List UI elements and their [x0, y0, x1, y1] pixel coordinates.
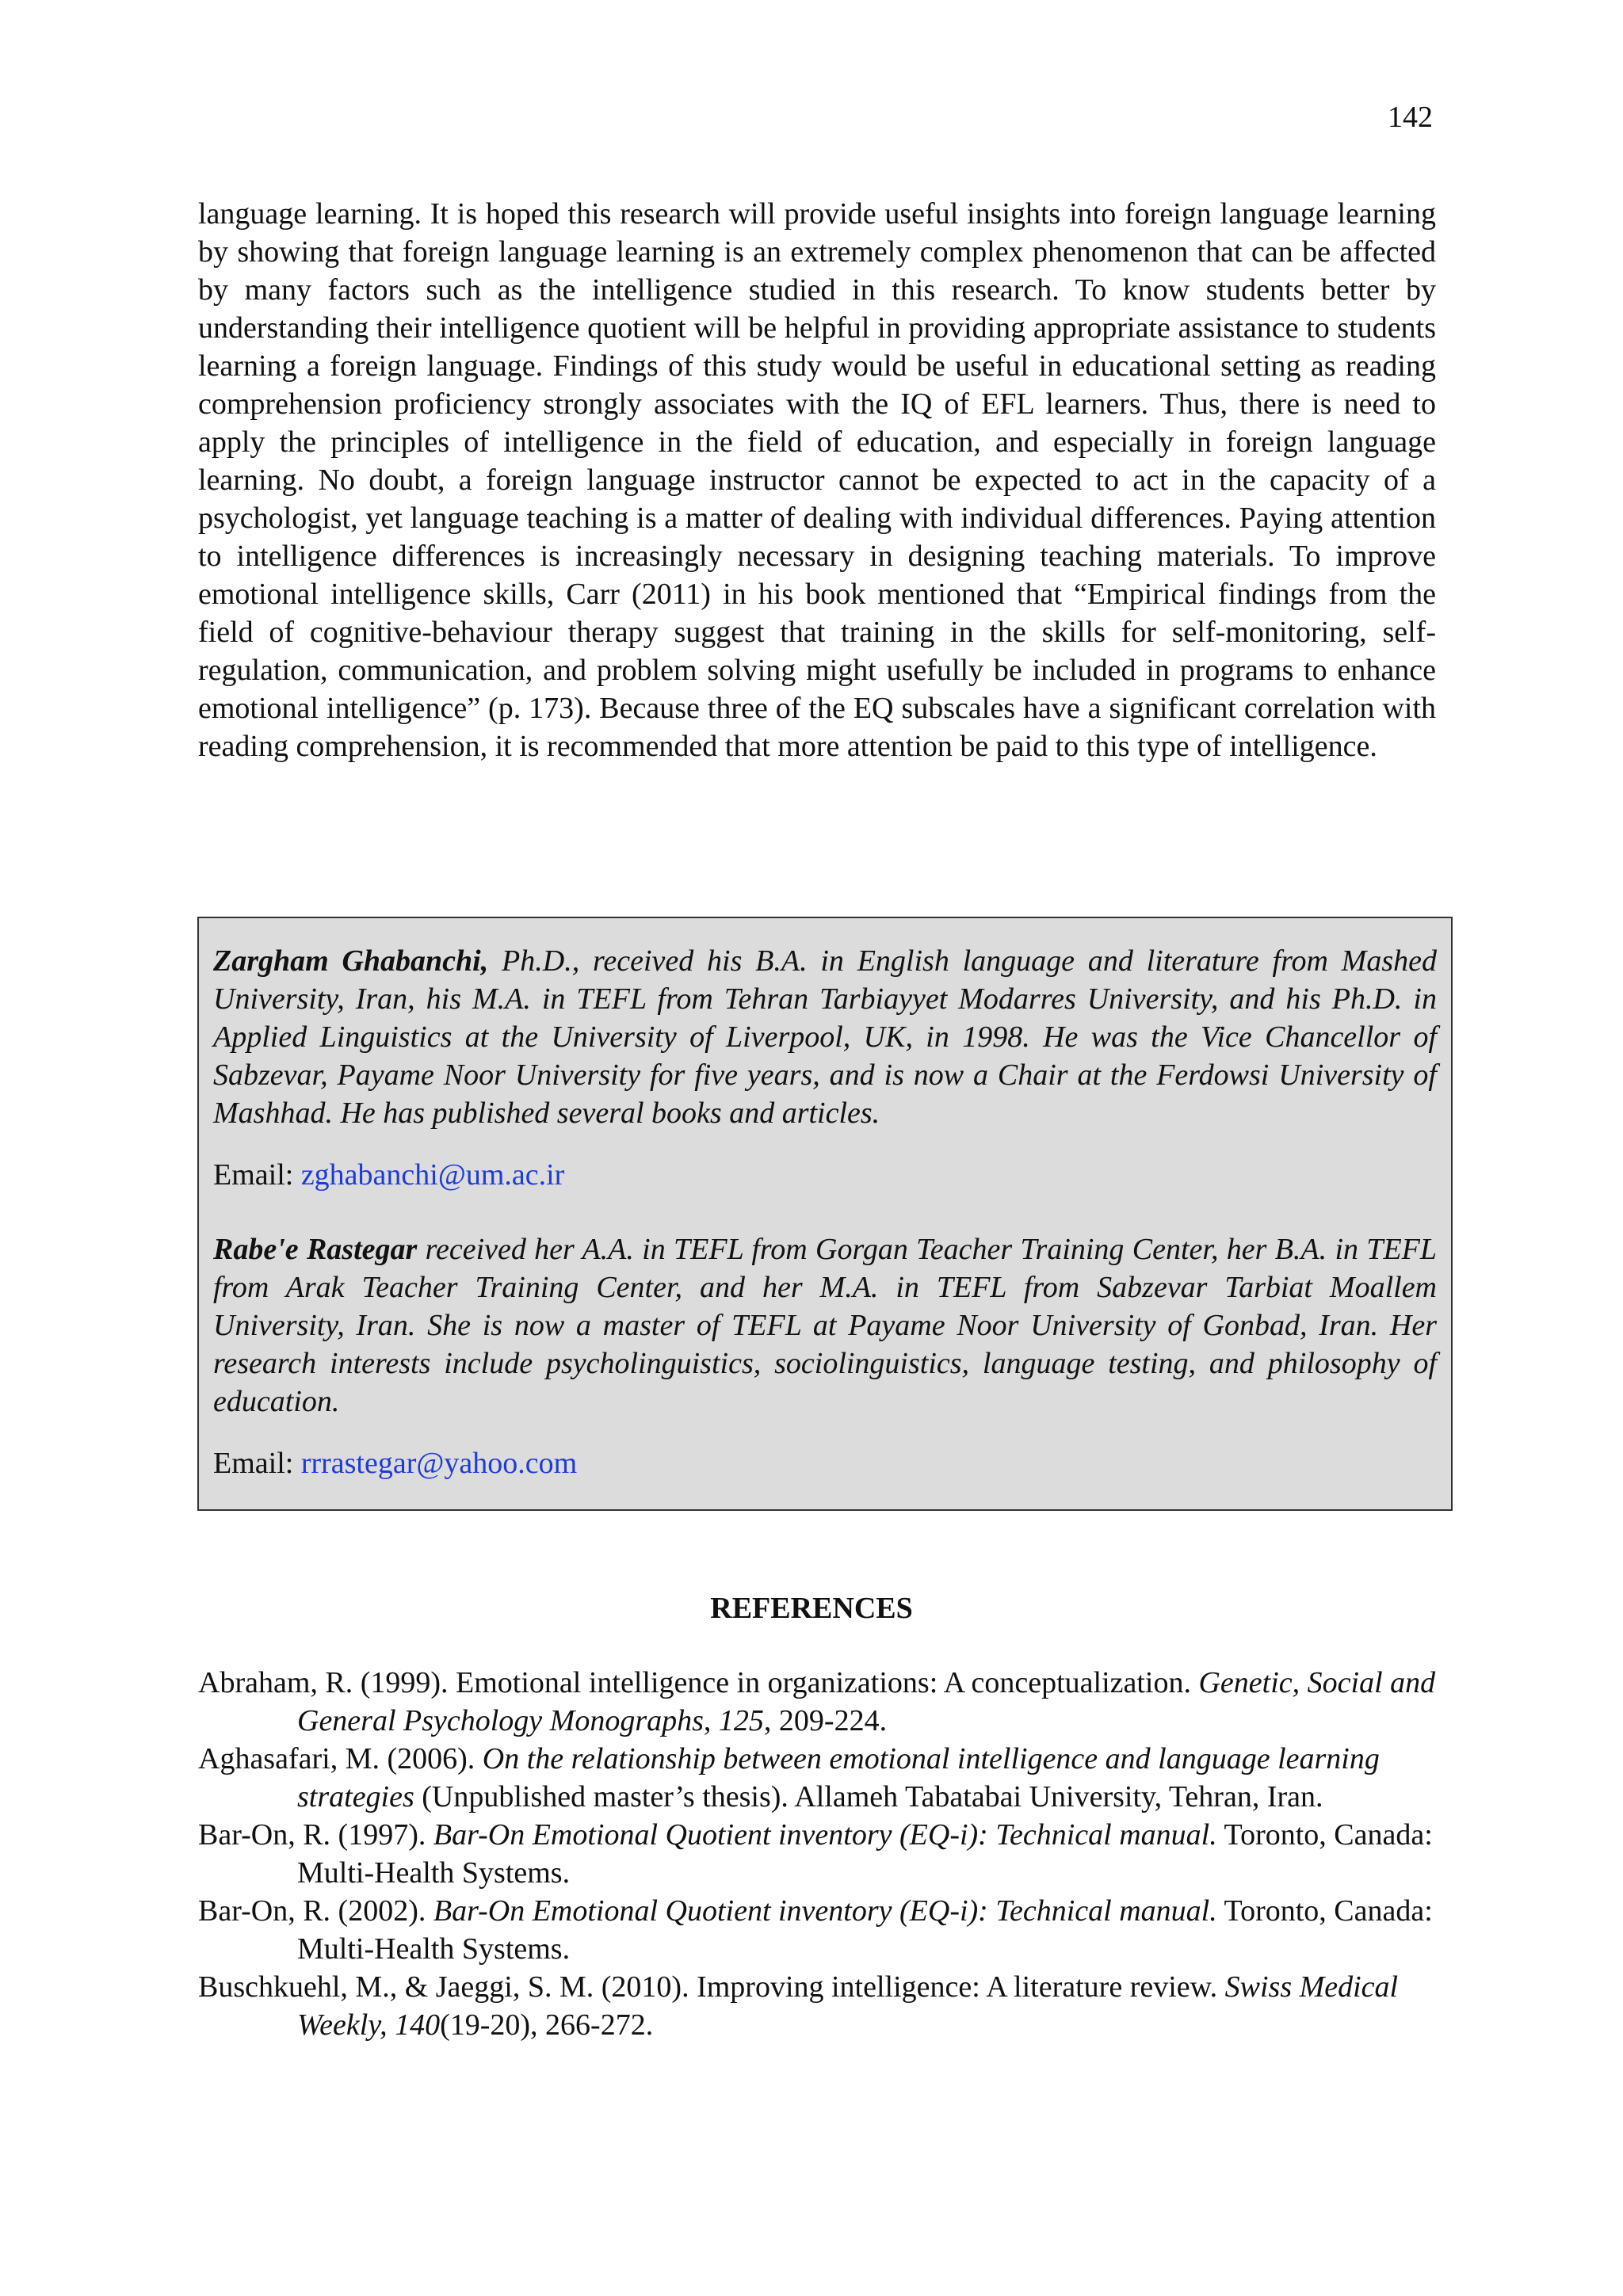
author-email-line-1	[213, 1156, 1437, 1194]
reference-text: Toronto, Canada: Multi-Health Systems.	[297, 1818, 1433, 1890]
reference-text: ,	[703, 1704, 719, 1737]
reference-italic: On the relationship between emotional intelligence and language learning strategies	[297, 1742, 1380, 1814]
author-bio-box	[197, 917, 1453, 1511]
reference-italic: Genetic, Social and General Psychology Monographs	[297, 1666, 1436, 1737]
author-name: Rabe'e Rastegar	[213, 1233, 418, 1266]
author-email-line-2	[213, 1444, 1437, 1482]
reference-italic: Bar-On Emotional Quotient inventory (EQ-i): Technical manual.	[433, 1818, 1217, 1852]
reference-italic: Bar-On Emotional Quotient inventory (EQ-i): Technical manual.	[433, 1894, 1217, 1928]
reference-entry	[198, 1892, 1442, 1968]
reference-text: Bar-On, R. (2002).	[198, 1894, 433, 1928]
reference-entry	[198, 1968, 1442, 2044]
reference-text: Buschkuehl, M., & Jaeggi, S. M. (2010). Improving intelligence: A literature review.	[198, 1970, 1225, 2004]
reference-text: Toronto, Canada: Multi-Health Systems.	[297, 1894, 1433, 1966]
reference-italic: Swiss Medical Weekly, 140	[297, 1970, 1399, 2042]
reference-text: (19-20), 266-272.	[440, 2008, 654, 2042]
email-label: Email:	[213, 1158, 301, 1192]
reference-entry	[198, 1816, 1442, 1892]
author-bio-text: received her A.A. in TEFL from Gorgan Teacher Training Center, her B.A. in TEFL from Arak Teacher Training Center, and her M.A. in TEFL from Sabzevar Tarbiat Moallem University, Iran. She is now a master of TEFL at Payame Noor University of Gonbad, Iran. Her research interests include psycholinguistics, sociolinguistics, language testing, and philosophy of education.	[213, 1233, 1438, 1418]
reference-text: Bar-On, R. (1997).	[198, 1818, 433, 1852]
reference-entry	[198, 1740, 1442, 1816]
reference-italic: 125	[718, 1704, 764, 1737]
references-heading: REFERENCES	[710, 1592, 913, 1625]
email-link-1[interactable]: zghabanchi@um.ac.ir	[300, 1158, 565, 1192]
body-paragraph: language learning. It is hoped this research will provide useful insights into foreign language learning by showing that foreign language learning is an extremely complex phenomenon that can be affected by many factors such as the intelligence studied in this research. To know students better by understanding their intelligence quotient will be helpful in providing appropriate assistance to students learning a foreign language. Findings of this study would be useful in educational setting as reading comprehension proficiency strongly associates with the IQ of EFL learners. Thus, there is need to apply the principles of intelligence in the field of education, and especially in foreign language learning. No doubt, a foreign language instructor cannot be expected to act in the capacity of a psychologist, yet language teaching is a matter of dealing with individual differences. Paying attention to intelligence differences is increasingly necessary in designing teaching materials. To improve emotional intelligence skills, Carr (2011) in his book mentioned that “Empirical findings from the field of cognitive-behaviour therapy suggest that training in the skills for self-monitoring, self-regulation, communication, and problem solving might usefully be included in programs to enhance emotional intelligence” (p. 173). Because three of the EQ subscales have a significant correlation with reading comprehension, it is recommended that more attention be paid to this type of intelligence.	[198, 197, 1436, 763]
reference-text: , 209-224.	[763, 1704, 888, 1737]
page-number: 142	[1388, 101, 1433, 134]
reference-text: (Unpublished master’s thesis). Allameh Tabatabai University, Tehran, Iran.	[414, 1780, 1323, 1814]
author-name: Zargham Ghabanchi,	[213, 944, 489, 978]
reference-entry	[198, 1664, 1442, 1740]
email-label: Email:	[213, 1447, 301, 1480]
author-bio-text: Ph.D., received his B.A. in English language and literature from Mashed University, Iran, his M.A. in TEFL from Tehran Tarbiayyet Modarres University, and his Ph.D. in Applied Linguistics at the University of Liverpool, UK, in 1998. He was the Vice Chancellor of Sabzevar, Payame Noor University for five years, and is now a Chair at the Ferdowsi University of Mashhad. He has published several books and articles.	[213, 944, 1437, 1130]
reference-text: Aghasafari, M. (2006).	[198, 1742, 483, 1775]
references-list	[198, 1664, 1442, 2044]
author-bio-1	[213, 942, 1437, 1132]
email-link-2[interactable]: rrrastegar@yahoo.com	[300, 1447, 578, 1480]
author-bio-2	[213, 1230, 1437, 1421]
reference-text: Abraham, R. (1999). Emotional intelligence in organizations: A conceptualization.	[198, 1666, 1199, 1699]
